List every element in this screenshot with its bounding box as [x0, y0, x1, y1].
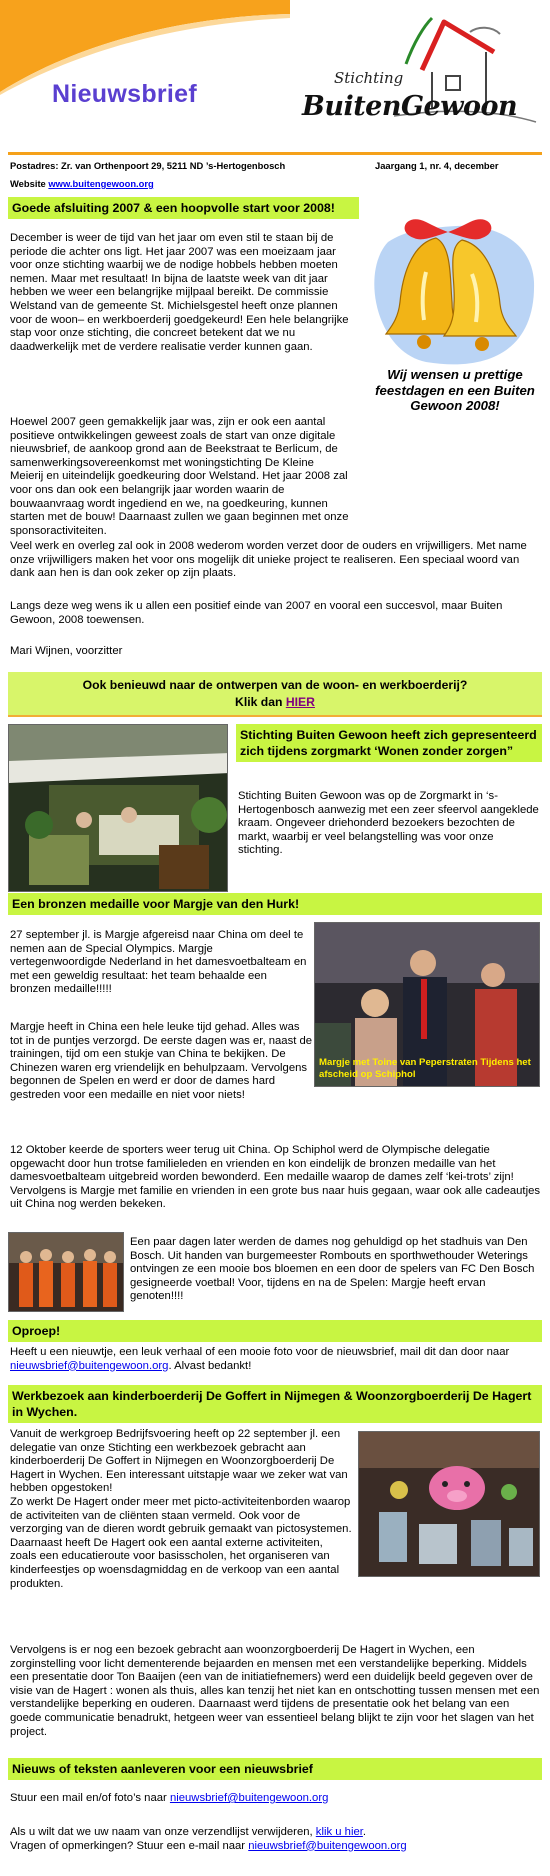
callout-line1: Ook benieuwd naar de ontwerpen van de woon- en werkboerderij? [82, 678, 468, 692]
callout-prefix: Klik dan [235, 695, 283, 709]
article1-body-3 [10, 600, 542, 627]
article6-text: Vragen of opmerkingen? Stuur een e-mail naar [10, 1839, 246, 1852]
article1-paragraph: Veel werk en overleg zal ook in 2008 wederom worden verzet door de ouders en vrijwilligers. Met name onze vrijwilligers maken het voor ons mogelijk dit unieke project te realiseren. Een speciaal woord van dank aan hen is dan ook zeker op zijn plaats. [10, 540, 527, 580]
article6-text-end: . [362, 1826, 367, 1838]
article6-heading: Nieuws of teksten aanleveren voor een nieuwsbrief [8, 1758, 542, 1780]
article4-body [10, 1346, 542, 1373]
huldiging-photo [8, 1232, 124, 1312]
article2-paragraph: Stichting Buiten Gewoon was op de Zorgmarkt in ‘s-Hertogenbosch aanwezig met een zeer sfeervol aangeklede kraam. Ongeveer driehonderd bezoekers bezochten de markt, waarbij er veel belangstelling was voor onze stichting. [238, 790, 539, 857]
zorgmarkt-photo [8, 724, 228, 892]
header-divider [8, 152, 542, 155]
article4-text-end: . Alvast bedankt! [168, 1359, 252, 1372]
article6-paragraph [10, 1840, 542, 1854]
photo-caption: Margje met Toine van Peperstraten Tijdens het afscheid op Schiphol [319, 1057, 531, 1080]
article1-paragraph: Hoewel 2007 geen gemakkelijk jaar was, zijn er ook een aantal positieve ontwikkelingen geweest zoals de start van onze digitale nieuwsbrief, de aankoop grond aan de Beekstraat te Berlicum, de samenwerkingsovereenkomst met woningstichting De Kleine Meierij en uiteindelijk goedkeuring door Welstand. Het jaar 2008 zal voor ons dan ook een belangrijk jaar worden waarin de bouwaanvraag wordt ingediend en we, na goedkeuring, kunnen starten met de bouw! Daarnaast zullen we gaan beginnen met onze sponsoractiviteiten. [10, 416, 349, 537]
article1-body [10, 416, 542, 538]
article6-text: Stuur een mail en/of foto’s naar [10, 1792, 167, 1804]
article3-paragraph: Margje heeft in China een hele leuke tijd gehad. Alles was tot in de puntjes verzorgd. De eerste dagen was er, naast de trainingen, tijd om een stukje van China te bekijken. De Chinezen waren erg vriendelijk en behulpzaam. Vervolgens begonnen de Spelen en werd er door de dames hard gestreden voor een medaille en niet voor niets! [10, 1021, 313, 1101]
article4-paragraph [10, 1346, 542, 1373]
article6-paragraph [10, 1826, 542, 1840]
website-link[interactable]: www.buitengewoon.org [48, 178, 154, 189]
logo-text-buitengewoon: BuitenGewoon [302, 91, 518, 122]
christmas-greeting: Wij wensen u prettige feestdagen en een Buiten Gewoon 2008! [375, 367, 535, 413]
article4-email-link[interactable]: nieuwsbrief@buitengewoon.org [10, 1359, 169, 1372]
article1-paragraph: Langs deze weg wens ik u allen een positief einde van 2007 en vooral een succesvol, maar Buiten Gewoon, 2008 toewensen. [10, 600, 503, 626]
article3-intro [10, 929, 308, 997]
callout-hier-link[interactable]: HIER [285, 695, 315, 709]
article3-heading: Een bronzen medaille voor Margje van den Hurk! [8, 893, 542, 915]
unsubscribe-link[interactable]: klik u hier [315, 1826, 363, 1838]
buitengewoon-logo [296, 12, 540, 144]
article2-heading: Stichting Buiten Gewoon heeft zich gepresenteerd zich tijdens zorgmarkt ‘Wonen zonder zorgen” [236, 724, 542, 762]
newsletter-title: Nieuwsbrief [52, 80, 197, 108]
article1-heading: Goede afsluiting 2007 & een hoopvolle start voor 2008! [8, 197, 359, 219]
issue-number: Jaargang 1, nr. 4, december [375, 160, 499, 171]
postal-address: Postadres: Zr. van Orthenpoort 29, 5211 ND ’s-Hertogenbosch [10, 160, 286, 171]
signature: Mari Wijnen, voorzitter [10, 645, 123, 657]
article4-heading: Oproep! [8, 1320, 542, 1342]
article5-body-2 [10, 1644, 542, 1739]
article1-intro [10, 232, 358, 354]
article3-body-2 [10, 1144, 542, 1212]
article5-paragraph: Zo werkt De Hagert onder meer met picto-activiteitenborden waarop de activiteiten van de cliënten staan vermeld. Ook voor de verzorging van de dieren wordt gebruik gemaakt van pictosystemen. Daarnaast heeft De Hagert ook een aantal externe activiteiten, zoals een educatieroute voor basisscholen, het organiseren van kinderfeestjes op woensdagmiddag en de verkoop van een aantal produkten. [10, 1496, 352, 1590]
article6-email-link[interactable]: nieuwsbrief@buitengewoon.org [169, 1792, 329, 1804]
article1-body-2 [10, 540, 542, 581]
article3-body-3 [130, 1236, 540, 1304]
article5-body [10, 1496, 542, 1591]
design-callout [8, 672, 542, 717]
article6-paragraph [10, 1792, 542, 1806]
article1-paragraph: December is weer de tijd van het jaar om even stil te staan bij de periode die achter ons ligt. Het jaar 2007 was een moeizaam jaar voor onze stichting waarbij we de nodige hobbels hebben moeten nemen. Maar met resultaat! In bijna de laatste week van dit jaar hebben we weer een belangrijke mijlpaal bereikt. De commissie Welstand van de gemeente St. Michielsgestel heeft onze plannen voor de woon– en werkboerderij goedgekeurd! Een hele belangrijke stap voor onze stichting, die concreet betekent dat we nu daadwerkelijk met de verdere realisatie verder kunnen gaan. [10, 232, 349, 353]
newsletter-header [0, 0, 550, 150]
article3-paragraph: 27 september jl. is Margje afgereisd naar China om deel te nemen aan de Special Olympics. Margje vertegenwoordigde Nederland in het damesvoetbalteam en met een geweldig resultaat: het team behaalde een bronzen medaille!!!!! [10, 929, 307, 996]
article1-signature [10, 645, 542, 659]
article5-paragraph: Vanuit de werkgroep Bedrijfsvoering heeft op 22 september jl. een delegatie van onze Stichting een werkbezoek gebracht aan kinderboerderij De Goffert in Nijmegen en Woonzorgboerderij De Hagert in Wychen. Een interessant uitstapje waar we zeker wat van hebben opgestoken! [10, 1428, 348, 1495]
article5-intro [10, 1428, 352, 1496]
callout-line2 [8, 694, 542, 711]
article4-text: Heeft u een nieuwtje, een leuk verhaal of een mooie foto voor de nieuwsbrief, mail dit dan door naar [10, 1346, 510, 1358]
logo-text-stichting: Stichting [334, 69, 404, 87]
article3-body [10, 1021, 542, 1103]
article6-line1 [10, 1792, 542, 1806]
contact-email-link[interactable]: nieuwsbrief@buitengewoon.org [248, 1839, 407, 1852]
website-line [10, 177, 154, 191]
article5-heading: Werkbezoek aan kinderboerderij De Goffert in Nijmegen & Woonzorgboerderij De Hagert in Wychen. [8, 1385, 542, 1423]
article2-body [238, 790, 540, 858]
website-label: Website [10, 178, 46, 189]
article6-line2 [10, 1826, 542, 1853]
article3-paragraph: 12 Oktober keerde de sporters weer terug uit China. Op Schiphol werd de Olympische delegatie opgewacht door hun trotse familieleden en vrienden en kon eindelijk de bronzen medaille van het damesvoetbalteam uitgebreid worden bewonderd. Een medaille waarop de dames zelf ‘kei-trots’ zijn! Vervolgens is Margje met familie en vrienden in een grote bus naar huis gegaan, waar ook alle cadeautjes uit China nog werden bekeken. [10, 1144, 541, 1211]
article6-text: Als u wilt dat we uw naam van onze verzendlijst verwijderen, [10, 1826, 313, 1838]
article5-paragraph: Vervolgens is er nog een bezoek gebracht aan woonzorgboerderij De Hagert in Wychen, een zorginstelling voor licht dementerende bejaarden en mensen met een verstandelijke beperking. Middels een presentatie door Ton Baaijen (een van de initiatiefnemers) werd een duidelijk beeld gegeven over de visie van de Hagert : wonen als thuis, alles kan tenzij het niet kan en ontschotting tussen mensen met een verstandelijke beperking en ouderen. Daarnaast werd tijdens de presentatie ook het belang van een goede communicatie benadrukt, hetgeen weer van essentieel belang blijkt te zijn voor het slagen van het project. [10, 1644, 540, 1738]
article3-paragraph: Een paar dagen later werden de dames nog gehuldigd op het stadhuis van Den Bosch. Uit handen van burgemeester Rombouts en sporthwethouder Weterings ontvingen ze een mooie bos bloemen en een door de spelers van FC Den Bosch gesigneerde voetbal! Voor, tijdens en na de Spelen: Margje heeft ervan genoten!!!! [130, 1236, 535, 1303]
farm-house-icon [296, 12, 540, 144]
